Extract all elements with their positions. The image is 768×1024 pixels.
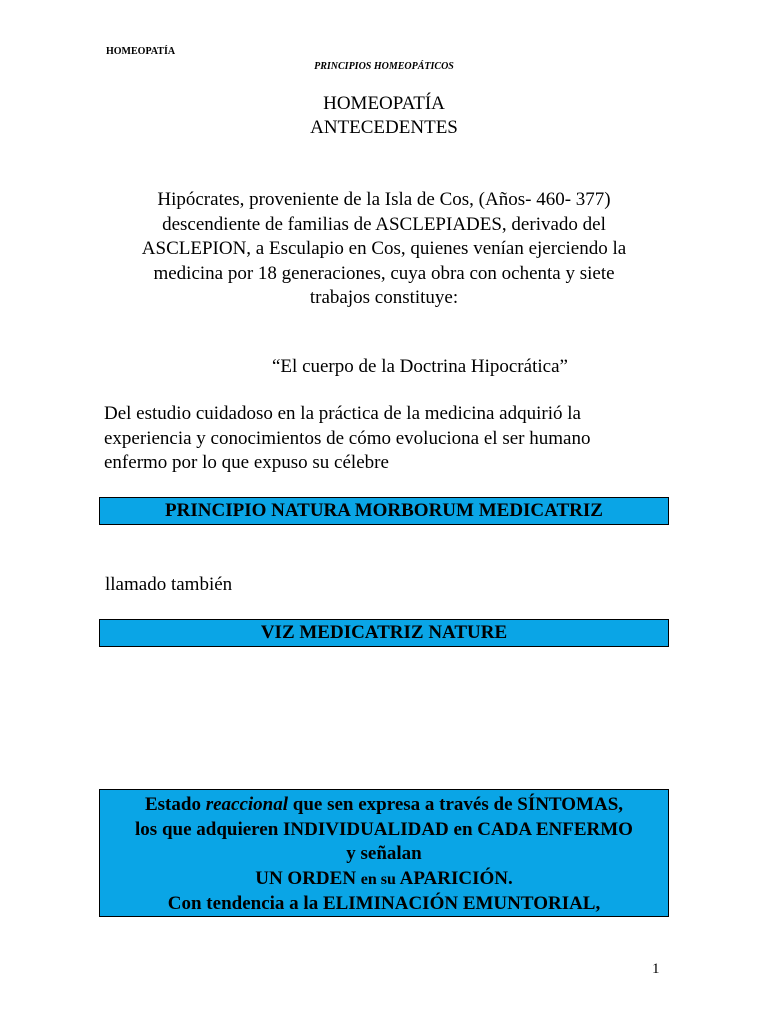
box3-line-4: UN ORDEN en su APARICIÓN. — [255, 867, 513, 889]
intro-paragraph — [110, 188, 658, 311]
intro-line: Hipócrates, proveniente de la Isla de Cos, (Años- 460- 377) — [157, 189, 611, 210]
reaction-state-box — [99, 789, 669, 917]
body-paragraph — [104, 402, 664, 476]
paragraph-line: Del estudio cuidadoso en la práctica de la medicina adquirió la — [104, 403, 581, 424]
also-called-text: llamado también — [105, 574, 233, 595]
intro-line: trabajos constituye: — [309, 287, 459, 308]
intro-line: descendiente de familias de ASCLEPIADES, derivado del — [162, 213, 606, 235]
box3-line-1: Estado reaccional que sen expresa a través de SÍNTOMAS, — [144, 794, 624, 815]
paragraph-line: experiencia y conocimientos de cómo evoluciona el ser humano — [104, 427, 591, 449]
page-number: 1 — [652, 961, 660, 977]
box3-line-5: Con tendencia a la ELIMINACIÓN EMUNTORIAL, — [167, 893, 601, 914]
intro-line: ASCLEPION, a Esculapio en Cos, quienes venían ejerciendo la — [141, 238, 627, 259]
running-header-center: PRINCIPIOS HOMEOPÁTICOS — [314, 61, 454, 72]
doctrine-quote: “El cuerpo de la Doctrina Hipocrática” — [272, 356, 568, 377]
document-title — [0, 92, 768, 140]
title-line-1: HOMEOPATÍA — [323, 93, 445, 114]
running-header-left: HOMEOPATÍA — [106, 46, 176, 57]
principle-box: PRINCIPIO NATURA MORBORUM MEDICATRIZ — [99, 497, 669, 525]
paragraph-line: enfermo por lo que expuso su célebre — [104, 452, 389, 473]
viz-medicatriz-box: VIZ MEDICATRIZ NATURE — [99, 619, 669, 647]
intro-line: medicina por 18 generaciones, cuya obra con ochenta y siete — [153, 262, 615, 284]
box3-line-2: los que adquieren INDIVIDUALIDAD en CADA ENFERMO — [135, 818, 633, 840]
box3-line-3: y señalan — [346, 843, 422, 864]
title-line-2: ANTECEDENTES — [310, 117, 458, 138]
